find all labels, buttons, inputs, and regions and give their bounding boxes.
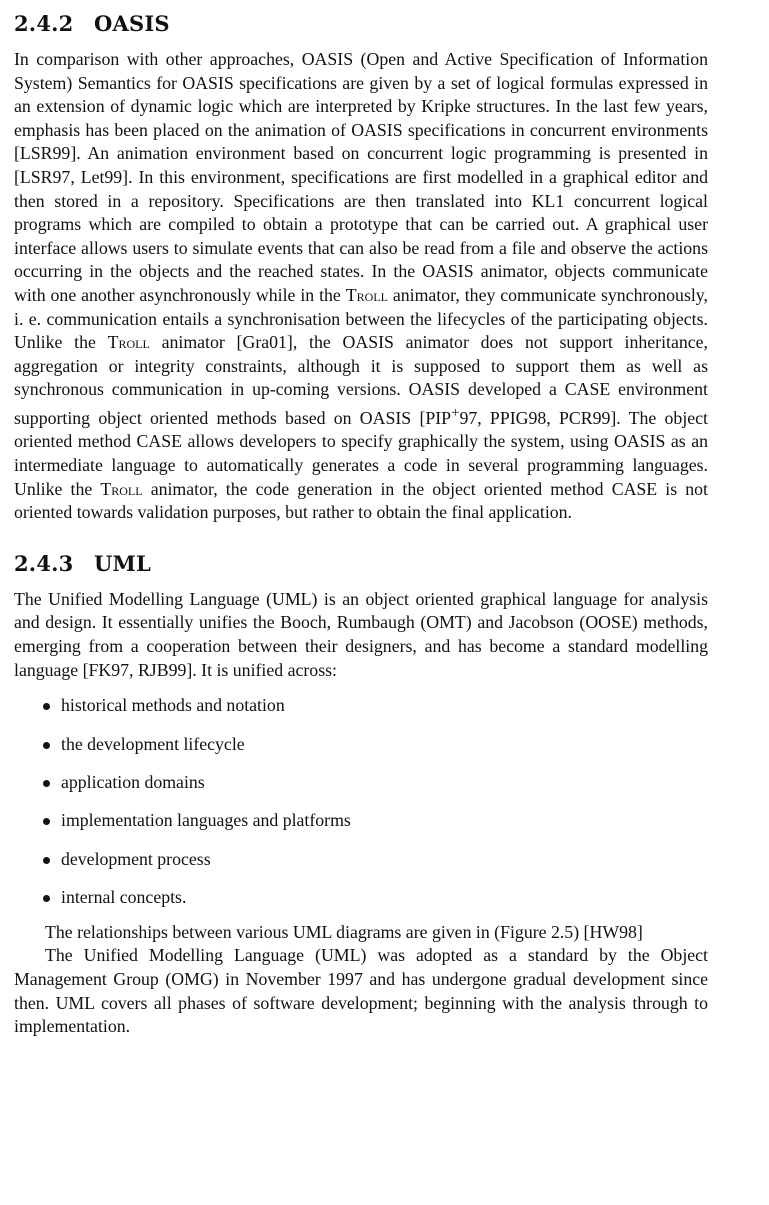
list-item bbox=[14, 848, 708, 872]
list-item bbox=[14, 694, 708, 718]
bullet-icon bbox=[43, 895, 50, 902]
bullet-icon bbox=[43, 780, 50, 787]
document-page bbox=[14, 10, 708, 1039]
bullet-icon bbox=[43, 857, 50, 864]
bullet-icon bbox=[43, 742, 50, 749]
list-item-text: internal concepts. bbox=[61, 887, 187, 908]
bullet-icon bbox=[43, 703, 50, 710]
list-item bbox=[14, 771, 708, 795]
section-heading-uml bbox=[14, 550, 708, 578]
text-run: animator [Gra01], the OASIS animator does not support inheritance, aggregation or integrity constraints, although it is supposed to support them as well as synchronous communication in up-coming versions. OASIS developed a CASE environment supporting object oriented methods based on OASIS [PIP bbox=[14, 332, 708, 428]
text-run: animator, the code generation in the object oriented method CASE is not oriented towards validation purposes, but rather to obtain the final application. bbox=[14, 478, 708, 523]
list-item-text: historical methods and notation bbox=[61, 695, 285, 716]
uml-relationships-paragraph: The relationships between various UML diagrams are given in (Figure 2.5) [HW98] bbox=[45, 921, 643, 942]
list-item-text: the development lifecycle bbox=[61, 733, 245, 754]
list-item-text: development process bbox=[61, 848, 211, 869]
list-item bbox=[14, 809, 708, 833]
unified-across-list bbox=[14, 694, 708, 910]
text-run: In comparison with other approaches, OASIS (Open and Active Specification of Information System) Semantics for OASIS specifications are given by a set of logical formulas expressed in an extension of dynamic logic which are interpreted by Kripke structures. In the last few years, emphasis has been placed on the animation of OASIS specifications in concurrent environments [LSR99]. An animation environment based on concurrent logic programming is presented in [LSR97, Let99]. In this environment, specifications are first modelled in a graphical editor and then stored in a repository. Specifications are then translated into KL1 concurrent logical programs which are compiled to obtain a prototype that can be carried out. A graphical user interface allows users to simulate events that can also be read from a file and observe the actions occurring in the objects and the reached states. In the OASIS animator, objects communicate with one another asynchronously while in the bbox=[14, 49, 708, 305]
text-run: 97, PPIG98, PCR99]. The object oriented method CASE allows developers to specify graphically the system, using OASIS as an intermediate language to automatically generates a code in several programming languages. Unlike the bbox=[14, 407, 708, 499]
uml-adoption-paragraph: The Unified Modelling Language (UML) was adopted as a standard by the Object Management Group (OMG) in November 1997 and has undergone gradual development since then. UML covers all phases of software development; beginning with the analysis through to implementation. bbox=[14, 945, 708, 1037]
oasis-paragraph bbox=[14, 48, 708, 525]
list-item bbox=[14, 733, 708, 757]
uml-intro-paragraph: The Unified Modelling Language (UML) is an object oriented graphical language for analysis and design. It essentially unifies the Booch, Rumbaugh (OMT) and Jacobson (OOSE) methods, emerging from a cooperation between their designers, and has become a standard modelling language [FK97, RJB99]. It is unified across: bbox=[14, 588, 708, 680]
section-heading-oasis bbox=[14, 10, 708, 38]
list-item bbox=[14, 886, 708, 910]
troll-name: Troll bbox=[107, 332, 150, 353]
section-number: 2.4.3 bbox=[14, 550, 74, 576]
troll-name: Troll bbox=[100, 478, 143, 499]
section-title: OASIS bbox=[94, 11, 170, 36]
section-number: 2.4.2 bbox=[14, 11, 74, 36]
list-item-text: implementation languages and platforms bbox=[61, 810, 351, 831]
list-item-text: application domains bbox=[61, 771, 205, 792]
section-title: UML bbox=[94, 550, 151, 576]
text-run: animator, they communicate synchronously, i. e. communication entails a synchronisation between the lifecycles of the participating objects. Unlike the bbox=[14, 284, 708, 353]
superscript-plus: + bbox=[451, 404, 460, 421]
bullet-icon bbox=[43, 818, 50, 825]
troll-name: Troll bbox=[345, 284, 388, 305]
